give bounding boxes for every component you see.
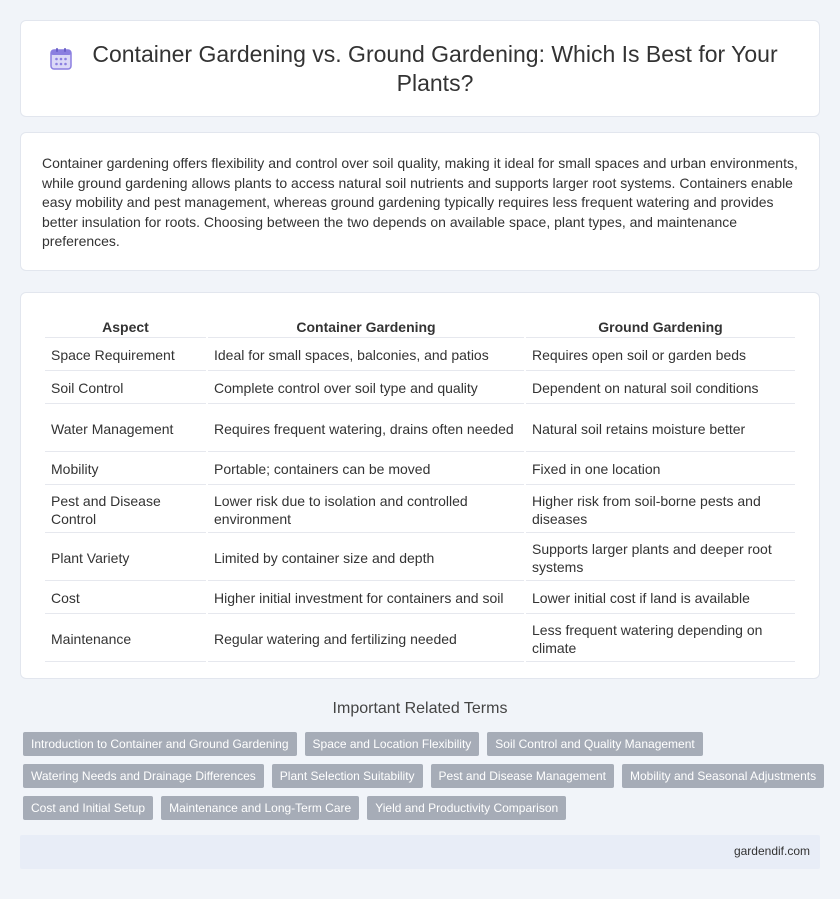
cell-ground: Supports larger plants and deeper root systems <box>526 535 795 581</box>
tag-link[interactable]: Soil Control and Quality Management <box>487 732 702 756</box>
cell-ground: Less frequent watering depending on climate <box>526 616 795 662</box>
footer-site-link[interactable]: gardendif.com <box>733 844 810 858</box>
header-container-gardening: Container Gardening <box>208 313 524 338</box>
related-terms-title: Important Related Terms <box>332 700 508 717</box>
cell-aspect: Plant Variety <box>45 535 206 581</box>
comparison-table <box>43 311 797 664</box>
tag-link[interactable]: Introduction to Container and Ground Gardening <box>23 732 297 756</box>
table-row <box>45 340 795 371</box>
cell-container: Ideal for small spaces, balconies, and patios <box>208 340 524 371</box>
tag-link[interactable]: Space and Location Flexibility <box>305 732 480 756</box>
table-row <box>45 373 795 404</box>
cell-aspect: Cost <box>45 583 206 614</box>
related-terms-tags <box>23 732 823 828</box>
cell-ground: Natural soil retains moisture better <box>526 406 795 452</box>
cell-container: Lower risk due to isolation and controlled environment <box>208 487 524 533</box>
cell-container: Complete control over soil type and quality <box>208 373 524 404</box>
tag-link[interactable]: Watering Needs and Drainage Differences <box>23 764 264 788</box>
table-row <box>45 535 795 581</box>
table-row <box>45 583 795 614</box>
table-row <box>45 454 795 485</box>
tag-row <box>23 732 823 756</box>
cell-aspect: Water Management <box>45 406 206 452</box>
cell-ground: Fixed in one location <box>526 454 795 485</box>
intro-card <box>20 132 820 271</box>
cell-container: Limited by container size and depth <box>208 535 524 581</box>
footer <box>20 835 820 869</box>
header-card <box>20 20 820 117</box>
cell-container: Requires frequent watering, drains often needed <box>208 406 524 452</box>
table-row <box>45 616 795 662</box>
tag-link[interactable]: Cost and Initial Setup <box>23 796 153 820</box>
table-row <box>45 406 795 452</box>
header-inner <box>21 21 819 116</box>
cell-aspect: Space Requirement <box>45 340 206 371</box>
tag-link[interactable]: Mobility and Seasonal Adjustments <box>622 764 824 788</box>
cell-aspect: Maintenance <box>45 616 206 662</box>
tag-link[interactable]: Pest and Disease Management <box>431 764 614 788</box>
cell-ground: Lower initial cost if land is available <box>526 583 795 614</box>
cell-container: Regular watering and fertilizing needed <box>208 616 524 662</box>
page-title: Container Gardening vs. Ground Gardening: Which Is Best for Your Plants? <box>92 40 778 96</box>
cell-aspect: Mobility <box>45 454 206 485</box>
cell-ground: Higher risk from soil-borne pests and diseases <box>526 487 795 533</box>
tag-link[interactable]: Plant Selection Suitability <box>272 764 423 788</box>
cell-aspect: Soil Control <box>45 373 206 404</box>
intro-paragraph: Container gardening offers flexibility and control over soil quality, making it ideal for small spaces and urban environments, while ground gardening allows plants to access natural soil nutrients and supports larger root systems. Containers enable easy mobility and pest management, whereas ground gardening typically requires less frequent watering and provides better insulation for roots. Choosing between the two depends on available space, plant types, and maintenance preferences. <box>42 155 798 250</box>
tag-row <box>23 764 823 788</box>
header-aspect: Aspect <box>45 313 206 338</box>
table-row <box>45 487 795 533</box>
cell-aspect: Pest and Disease Control <box>45 487 206 533</box>
cell-container: Portable; containers can be moved <box>208 454 524 485</box>
tag-row <box>23 796 823 820</box>
comparison-table-card <box>20 292 820 679</box>
tag-link[interactable]: Maintenance and Long-Term Care <box>161 796 359 820</box>
cell-container: Higher initial investment for containers and soil <box>208 583 524 614</box>
tag-link[interactable]: Yield and Productivity Comparison <box>367 796 566 820</box>
cell-ground: Dependent on natural soil conditions <box>526 373 795 404</box>
cell-ground: Requires open soil or garden beds <box>526 340 795 371</box>
header-ground-gardening: Ground Gardening <box>526 313 795 338</box>
table-header-row <box>45 313 795 338</box>
